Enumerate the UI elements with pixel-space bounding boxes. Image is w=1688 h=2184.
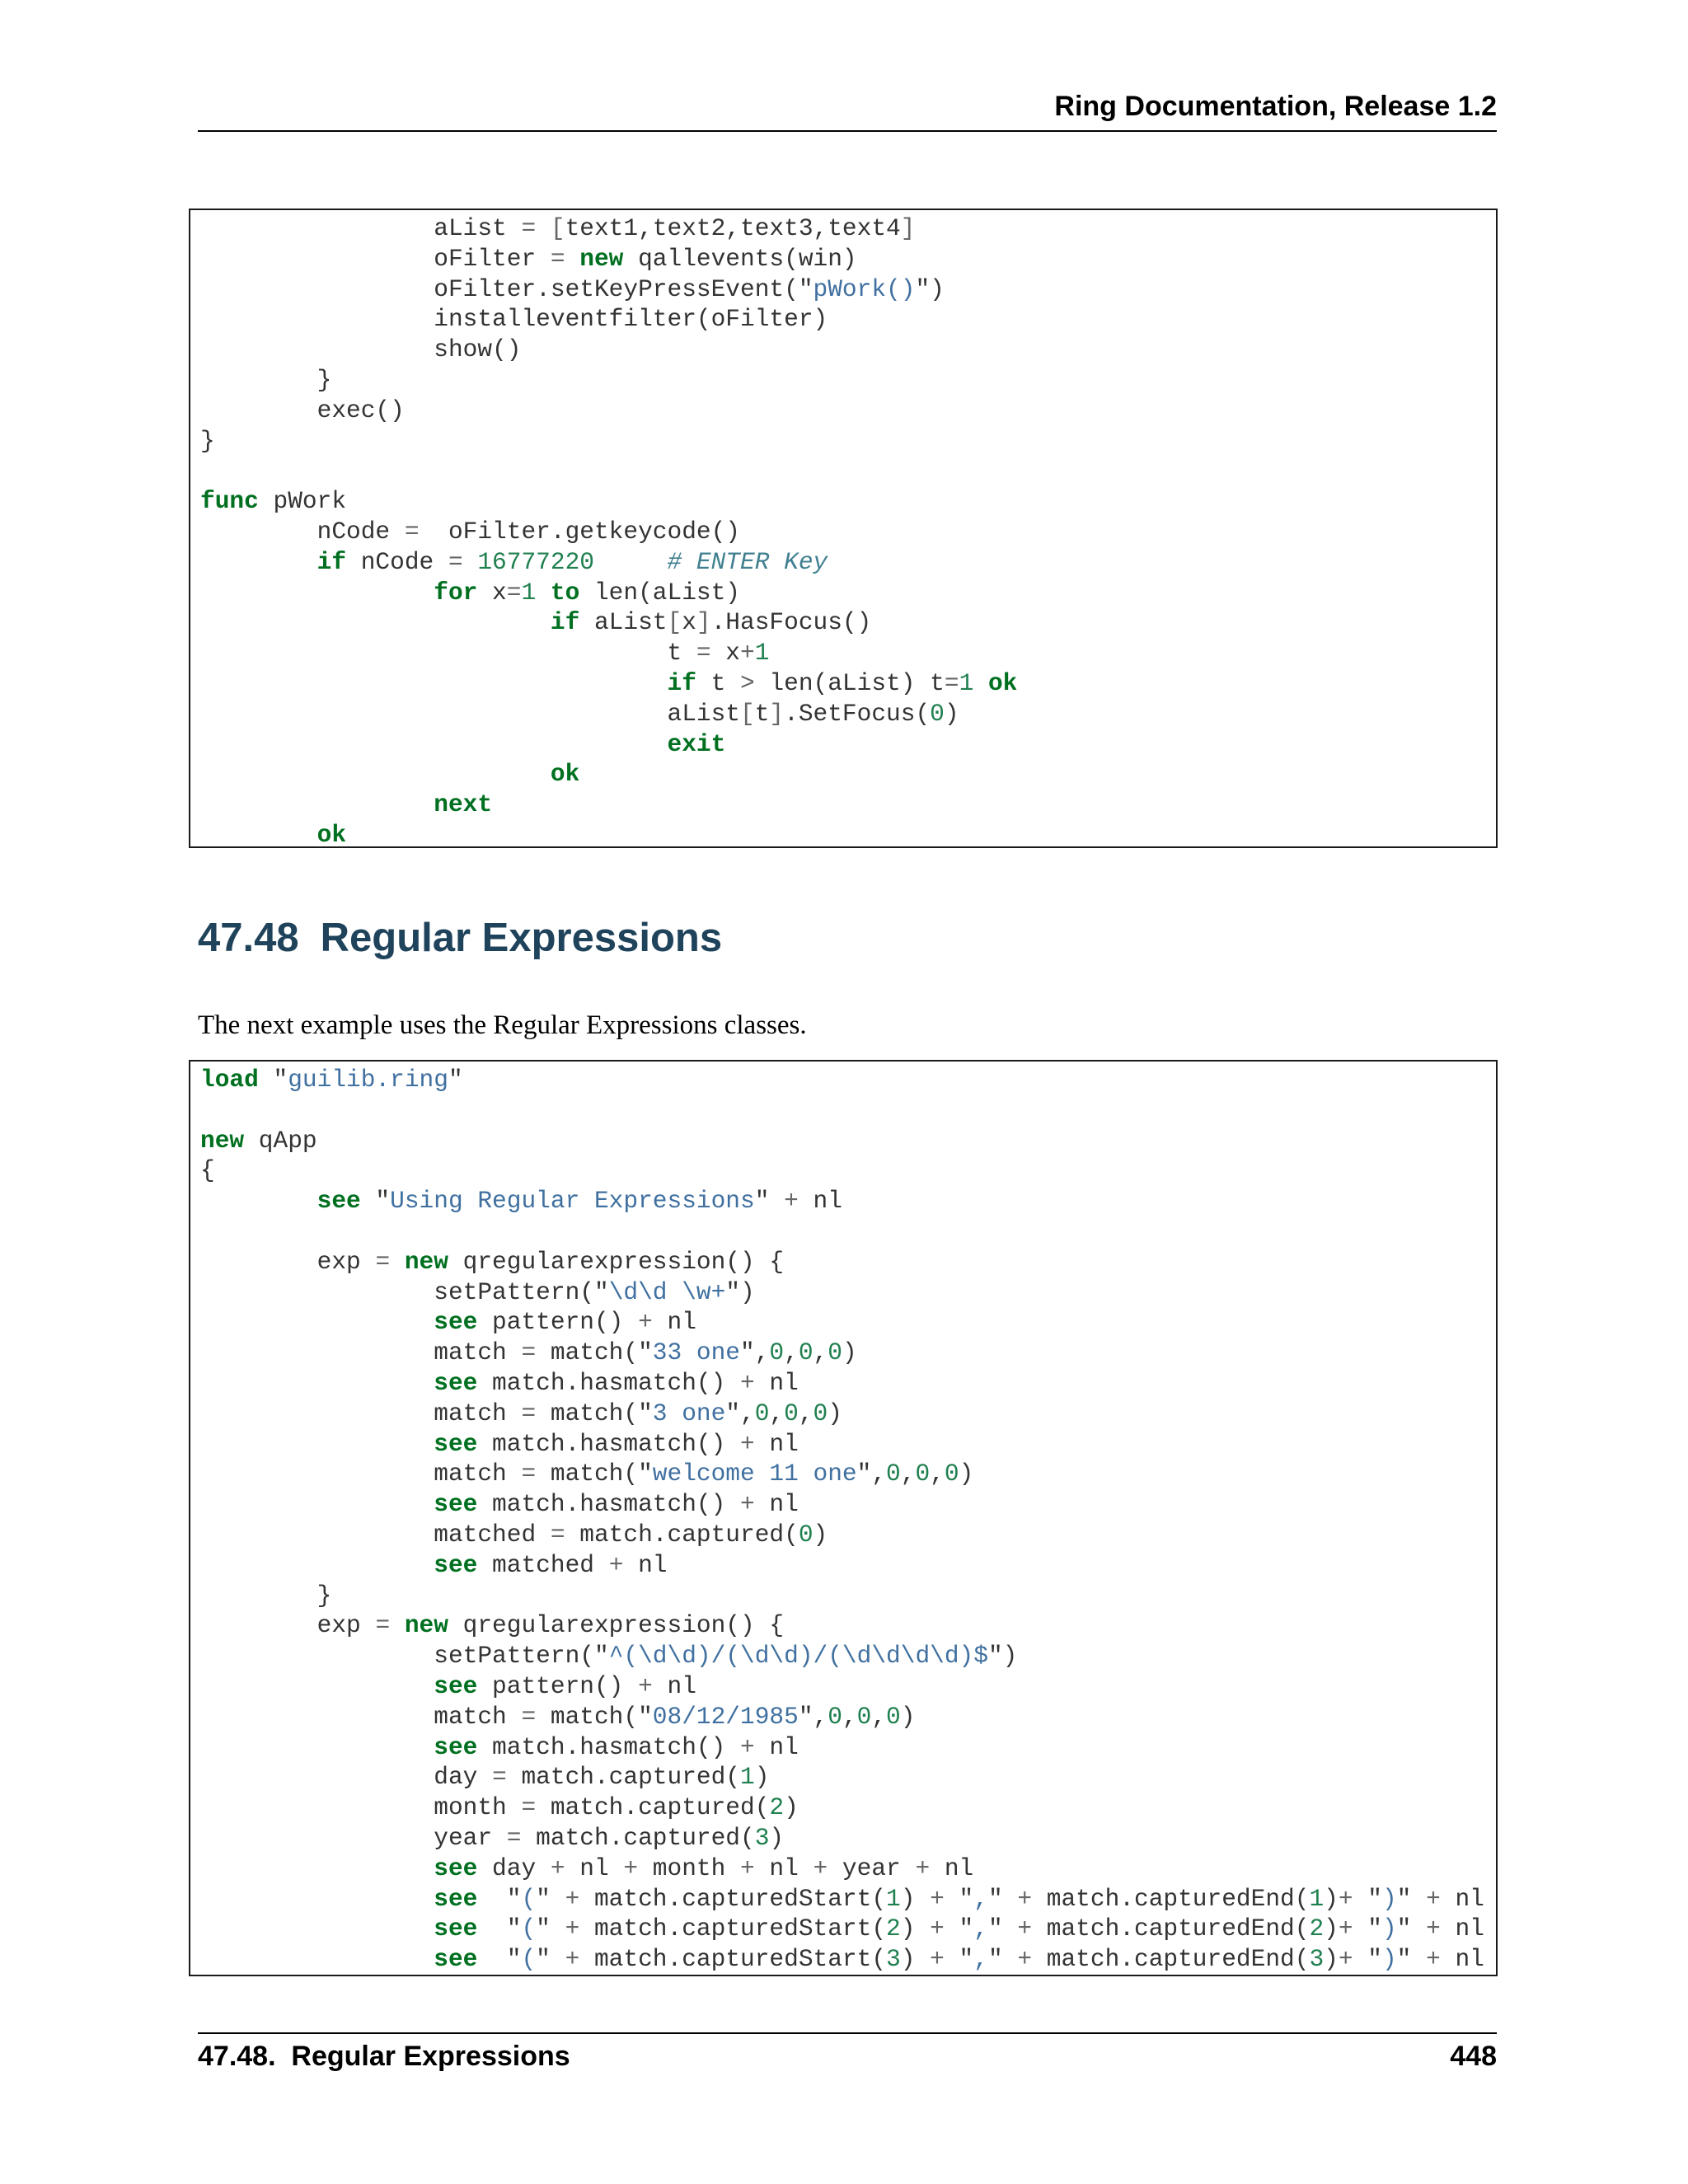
code-line: } — [200, 426, 215, 455]
code-line: if nCode = 16777220 # ENTER Key — [316, 547, 828, 576]
code-line: see "(" + match.capturedStart(1) + "," + match.capturedEnd(1)+ ")" + nl — [434, 1884, 1484, 1913]
code-line: } — [200, 1581, 332, 1610]
code-line: see pattern() + nl — [434, 1671, 696, 1700]
code-line: oFilter = new qallevents(win) — [200, 244, 857, 273]
code-line: oFilter.setKeyPressEvent("pWork()") — [200, 274, 945, 303]
code-line — [200, 1216, 1484, 1247]
code-line: see pattern() + nl — [434, 1308, 696, 1337]
code-line: nCode = oFilter.getkeycode() — [200, 517, 741, 546]
code-line: exec() — [200, 396, 405, 424]
code-block-regex-example — [189, 1060, 1498, 1976]
code-line: setPattern("\d\d \w+") — [200, 1277, 755, 1306]
code-line: see match.hasmatch() + nl — [434, 1429, 799, 1458]
code-line: month = match.captured(2) — [200, 1793, 799, 1822]
code-line: exp = new qregularexpression() { — [200, 1247, 785, 1276]
code-line: next — [434, 790, 493, 819]
code-line: new qApp — [200, 1126, 317, 1155]
code-line: setPattern("^(\d\d)/(\d\d)/(\d\d\d\d)$") — [200, 1642, 1018, 1671]
code-line: see match.hasmatch() + nl — [434, 1490, 799, 1519]
code-line: aList = [text1,text2,text3,text4] — [200, 214, 916, 242]
code-line: if aList[x].HasFocus() — [550, 608, 872, 637]
code-line: day = match.captured(1) — [200, 1763, 770, 1792]
code-line — [200, 456, 1017, 486]
footer-page-number: 448 — [1450, 2041, 1497, 2072]
code-line — [200, 1095, 1484, 1126]
code-line: installeventfilter(oFilter) — [200, 305, 828, 334]
code-line: { — [200, 1156, 215, 1185]
code-line: ok — [550, 760, 580, 789]
code-line: t = x+1 — [200, 639, 770, 668]
section-heading — [198, 915, 722, 961]
code-line: exp = new qregularexpression() { — [200, 1611, 785, 1640]
code-block-key-press-example — [189, 209, 1498, 848]
code-line: see "(" + match.capturedStart(2) + "," + match.capturedEnd(2)+ ")" + nl — [434, 1915, 1484, 1943]
code-line: ok — [316, 820, 347, 849]
intro-paragraph: The next example uses the Regular Expressions classes. — [198, 1010, 807, 1040]
code-lines — [200, 213, 1017, 851]
code-lines — [200, 1065, 1484, 1975]
code-line: match = match("welcome 11 one",0,0,0) — [200, 1460, 974, 1488]
code-line: exit — [667, 729, 726, 758]
code-line: load "guilib.ring" — [200, 1066, 463, 1094]
code-line: see match.hasmatch() + nl — [434, 1368, 799, 1397]
code-line: matched = match.captured(0) — [200, 1520, 828, 1549]
footer-rule — [198, 2032, 1497, 2034]
code-line: func pWork — [200, 487, 347, 516]
code-line: see matched + nl — [434, 1550, 668, 1579]
section-number: 47.48 — [198, 916, 299, 960]
code-line: show() — [200, 335, 522, 364]
code-line: match = match("08/12/1985",0,0,0) — [200, 1702, 916, 1731]
code-line: aList[t].SetFocus(0) — [200, 699, 959, 728]
code-line: for x=1 to len(aList) — [434, 578, 741, 607]
code-line: year = match.captured(3) — [200, 1823, 785, 1852]
code-line: match = match("3 one",0,0,0) — [200, 1399, 842, 1427]
code-line: } — [200, 365, 332, 394]
code-line: see "(" + match.capturedStart(3) + "," + match.capturedEnd(3)+ ")" + nl — [434, 1945, 1484, 1974]
footer-section-label: 47.48. Regular Expressions — [198, 2041, 570, 2072]
header-rule — [198, 130, 1497, 132]
code-line: match = match("33 one",0,0,0) — [200, 1338, 857, 1367]
running-header-title: Ring Documentation, Release 1.2 — [1054, 91, 1497, 122]
code-line: if t > len(aList) t=1 ok — [667, 668, 1018, 697]
code-line: see "Using Regular Expressions" + nl — [316, 1187, 842, 1216]
code-line: see match.hasmatch() + nl — [434, 1732, 799, 1761]
section-title: Regular Expressions — [320, 916, 723, 960]
code-line: see day + nl + month + nl + year + nl — [434, 1854, 974, 1882]
